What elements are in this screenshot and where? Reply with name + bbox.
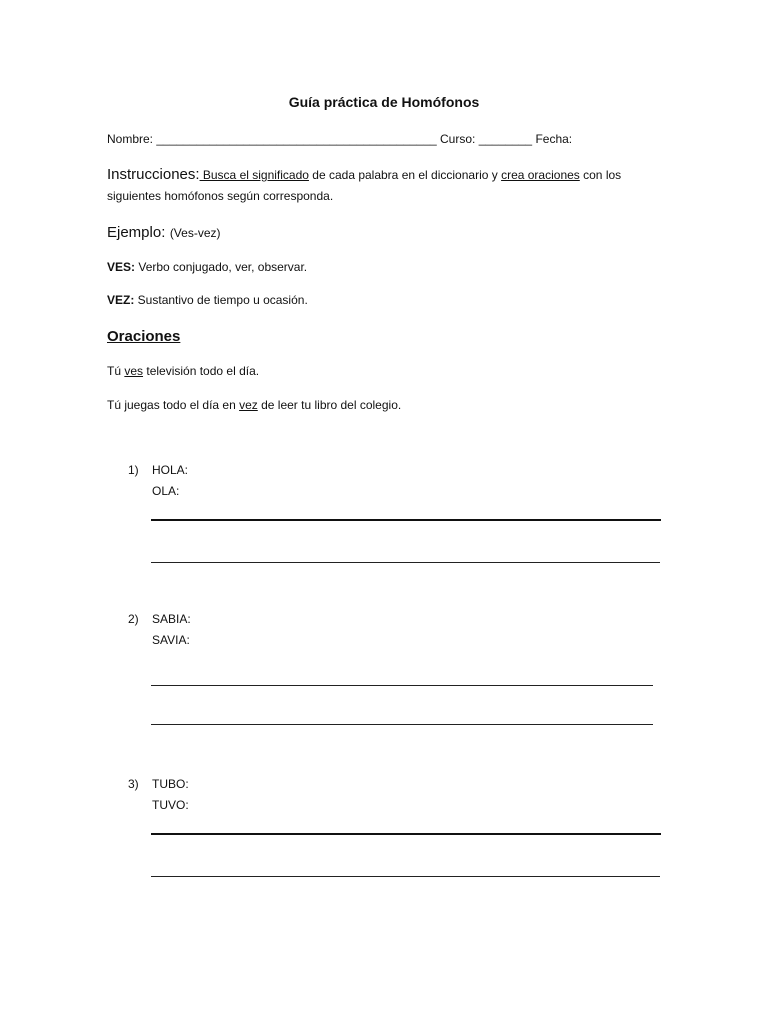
course-label: Curso: xyxy=(440,132,476,146)
instructions-text-2: con los xyxy=(579,168,622,182)
exercise-word: HOLA: xyxy=(152,463,189,477)
exercise-word: TUVO: xyxy=(152,798,189,812)
example-ves xyxy=(107,260,307,274)
exercise-word: SABIA: xyxy=(152,612,191,626)
instructions-text-1: de cada palabra en el diccionario y xyxy=(308,168,502,182)
answer-line[interactable] xyxy=(151,562,660,563)
vez-definition: Sustantivo de tiempo u ocasión. xyxy=(134,293,308,307)
sentence-1-keyword: ves xyxy=(124,364,144,378)
date-label: Fecha: xyxy=(535,132,573,146)
page-title: Guía práctica de Homófonos xyxy=(288,94,480,110)
ves-term: VES: xyxy=(107,260,136,274)
sentence-1-end: televisión todo el día. xyxy=(143,364,260,378)
sentence-2-end: de leer tu libro del colegio. xyxy=(257,398,402,412)
ves-definition: Verbo conjugado, ver, observar. xyxy=(135,260,308,274)
exercise-number: 2) xyxy=(128,612,139,626)
example-label: Ejemplo: xyxy=(107,224,166,241)
example-sentence-2 xyxy=(107,398,401,412)
instructions-keyword-1: Busca el significado xyxy=(199,168,309,182)
instructions-line1 xyxy=(107,166,621,183)
example-heading xyxy=(107,224,221,242)
sentences-heading: Oraciones xyxy=(107,328,181,345)
example-sentence-1 xyxy=(107,364,259,378)
vez-term: VEZ: xyxy=(107,293,135,307)
instructions-keyword-2: crea oraciones xyxy=(501,168,580,182)
header-fields xyxy=(107,132,572,146)
exercise-word: TUBO: xyxy=(152,777,189,791)
exercise-word: OLA: xyxy=(152,484,180,498)
exercise-number: 3) xyxy=(128,777,139,791)
answer-line[interactable] xyxy=(151,876,660,877)
exercise-word: SAVIA: xyxy=(152,633,190,647)
name-label: Nombre: xyxy=(107,132,154,146)
exercise-number: 1) xyxy=(128,463,139,477)
instructions-line2: siguientes homófonos según corresponda. xyxy=(107,189,334,203)
name-blank: __________________________________________ xyxy=(156,132,437,146)
course-blank: ________ xyxy=(478,132,533,146)
sentence-2-start: Tú juegas todo el día en xyxy=(107,398,240,412)
sentence-1-start: Tú xyxy=(107,364,125,378)
answer-line[interactable] xyxy=(151,724,653,725)
answer-line[interactable] xyxy=(151,833,661,835)
answer-line[interactable] xyxy=(151,685,653,686)
answer-line[interactable] xyxy=(151,519,661,521)
example-pair: (Ves-vez) xyxy=(169,226,221,240)
example-vez xyxy=(107,293,308,307)
sentence-2-keyword: vez xyxy=(239,398,258,412)
instructions-label: Instrucciones: xyxy=(107,166,200,183)
